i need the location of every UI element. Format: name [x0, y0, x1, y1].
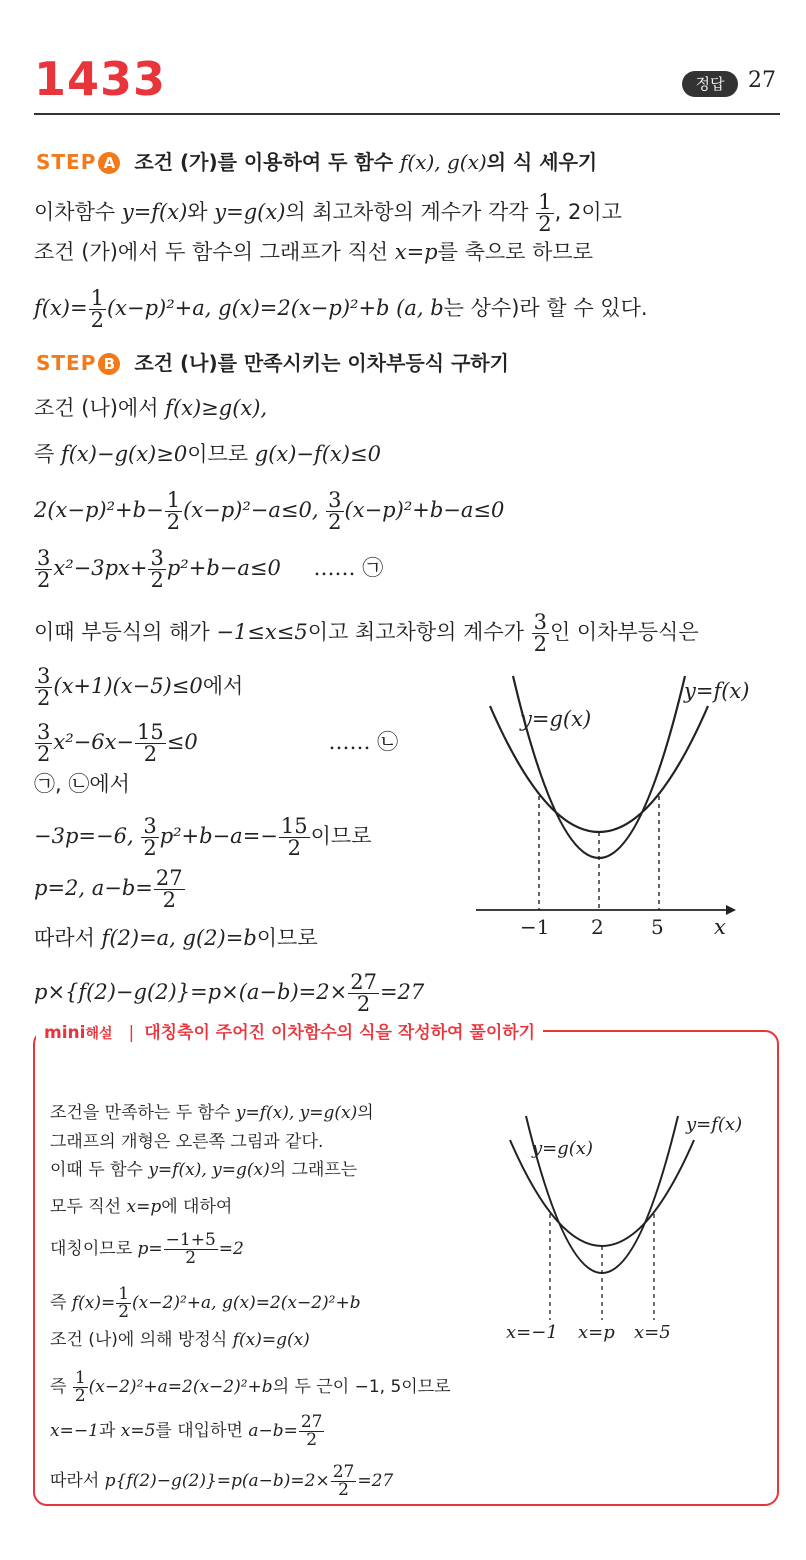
text-line-a2: 조건 (가)에서 두 함수의 그래프가 직선 x=p를 축으로 하므로 — [34, 240, 593, 264]
text-line-b6: $\frac{3}{2}$ (x+1)(x−5)≤0에서 — [37, 664, 244, 710]
problem-number: 1433 — [34, 52, 167, 106]
step-a-heading: STEP A 조건 (가)를 이용하여 두 함수 f(x), g(x)의 식 세우기 — [36, 150, 598, 174]
step-b-badge: B — [98, 353, 120, 375]
text-line-b10: p=2, a−b= $\frac{27}{2}$ — [34, 866, 183, 912]
mini-tag: mini해설 | 대칭축이 주어진 이차함수의 식을 작성하여 풀이하기 — [36, 1018, 543, 1043]
fraction: $\frac{1}{2}$ — [538, 190, 552, 236]
text-line-a1: 이차함수 y=f(x)와 y=g(x)의 최고차항의 계수가 각각 $\frac{1}{2}$ , 2이고 — [34, 190, 622, 236]
mini-line-4: 모두 직선 x=p에 대하여 — [50, 1197, 233, 1217]
mini-parabola-graph — [496, 1100, 772, 1350]
text-line-b3: 2(x−p)²+b− $\frac{1}{2}$ (x−p)²−a≤0, $\frac{3}{2}$ (x−p)²+b−a≤0 — [34, 488, 505, 534]
mini-title: 대칭축이 주어진 이차함수의 식을 작성하여 풀이하기 — [144, 1023, 536, 1043]
mini-line-5: 대칭이므로 p= $\frac{-1+5}{2}$ =2 — [50, 1230, 244, 1268]
mini-line-6: 즉 f(x)= $\frac{1}{2}$ (x−2)²+a, g(x)=2(x−2)²+b — [50, 1284, 361, 1322]
text-line-b1: 조건 (나)에서 f(x)≥g(x), — [34, 396, 268, 420]
mini-line-3: 이때 두 함수 y=f(x), y=g(x)의 그래프는 — [50, 1160, 358, 1180]
mini-line-1: 조건을 만족하는 두 함수 y=f(x), y=g(x)의 — [50, 1103, 374, 1123]
step-a-badge: A — [98, 152, 120, 174]
vline-label: x=5 — [634, 1322, 671, 1343]
text-line-b12: p×{f(2)−g(2)}=p×(a−b)=2× $\frac{27}{2}$ =27 — [34, 970, 425, 1016]
label-g: y=g(x) — [532, 1138, 593, 1159]
text-line-b8: ㉠, ㉡에서 — [34, 772, 130, 796]
label-g: y=g(x) — [520, 707, 592, 731]
label-f: y=f(x) — [684, 679, 750, 703]
label-f: y=f(x) — [686, 1114, 743, 1135]
step-b-heading: STEP B 조건 (나)를 만족시키는 이차부등식 구하기 — [36, 351, 509, 375]
text-line-b7: $\frac{3}{2}$ x²−6x− $\frac{15}{2}$ ≤0 …… ㉡ — [37, 720, 399, 766]
tick-label: −1 — [520, 915, 550, 939]
answer-badge: 정답 — [682, 71, 738, 97]
tick-label: 5 — [651, 915, 664, 939]
axis-label: x — [714, 915, 726, 939]
x-axis-arrow — [726, 905, 736, 915]
text-line-b2: 즉 f(x)−g(x)≥0이므로 g(x)−f(x)≤0 — [34, 442, 381, 466]
vline-label: x=p — [578, 1322, 615, 1343]
text-line-b9: −3p=−6, $\frac{3}{2}$ p²+b−a=− $\frac{15}{2}$ 이므로 — [34, 814, 372, 860]
text-line-a3: f(x)= $\frac{1}{2}$ (x−p)²+a, g(x)=2(x−p)²+b (a, b는 상수)라 할 수 있다. — [34, 286, 648, 332]
mini-line-2: 그래프의 개형은 오른쪽 그림과 같다. — [50, 1132, 324, 1152]
text-line-b4: $\frac{3}{2}$ x²−3px+ $\frac{3}{2}$ p²+b−a≤0 …… ㉠ — [37, 546, 384, 592]
mini-line-9: x=−1과 x=5를 대입하면 a−b= $\frac{27}{2}$ — [50, 1412, 323, 1450]
text-line-b5: 이때 부등식의 해가 −1≤x≤5이고 최고차항의 계수가 $\frac{3}{2}$ 인 이차부등식은 — [34, 610, 699, 656]
text-line-b11: 따라서 f(2)=a, g(2)=b이므로 — [34, 926, 318, 950]
mini-line-10: 따라서 p{f(2)−g(2)}=p(a−b)=2× $\frac{27}{2}$ =27 — [50, 1462, 394, 1500]
vline-label: x=−1 — [506, 1322, 558, 1343]
parabola-graph — [468, 670, 788, 950]
answer-value: 27 — [748, 68, 776, 93]
header-rule — [34, 113, 780, 115]
mini-line-8: 즉 $\frac{1}{2}$ (x−2)²+a=2(x−2)²+b의 두 근이 −1, 5이므로 — [50, 1368, 451, 1406]
mini-line-7: 조건 (나)에 의해 방정식 f(x)=g(x) — [50, 1330, 310, 1350]
tick-label: 2 — [591, 915, 604, 939]
